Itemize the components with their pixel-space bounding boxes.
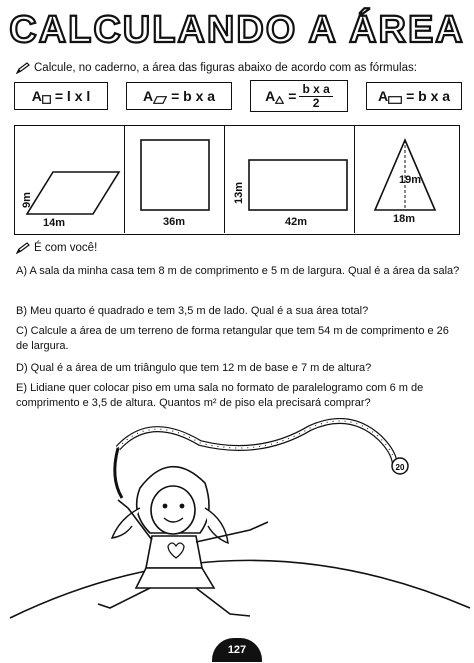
formula-rectangle: A = b x a bbox=[366, 82, 462, 110]
formula-parallelogram: A = b x a bbox=[126, 82, 232, 110]
girl-measuring-tape-illustration bbox=[0, 418, 474, 638]
parallelogram-height-label: 9m bbox=[21, 192, 33, 208]
question-a: A) A sala da minha casa tem 8 m de comprimento e 5 m de largura. Qual é a área da sala? bbox=[16, 265, 460, 277]
figure-square bbox=[125, 126, 225, 233]
rectangle-height-label: 13m bbox=[233, 181, 245, 204]
parallelogram-icon bbox=[153, 96, 167, 104]
formula-square-expr: = l x l bbox=[54, 88, 91, 104]
instruction-line bbox=[16, 62, 417, 74]
formula-triangle: A = $\frac{\text{b x a}}{2}$ bbox=[250, 80, 348, 112]
formula-rectangle-expr: = b x a bbox=[406, 88, 451, 104]
question-e: E) Lidiane quer colocar piso em uma sala no formato de paralelogramo com 6 m de comprimento e 3,5 de altura. Quantos m² de piso ela precisará comprar? bbox=[16, 382, 424, 409]
title-banner bbox=[0, 4, 474, 54]
triangle-icon bbox=[275, 96, 284, 104]
figure-parallelogram bbox=[15, 126, 125, 233]
figure-rectangle bbox=[225, 126, 355, 233]
section-heading bbox=[16, 242, 97, 254]
rectangle-icon bbox=[388, 96, 402, 104]
square-icon bbox=[42, 95, 51, 104]
question-d: D) Qual é a área de um triângulo que tem 12 m de base e 7 m de altura? bbox=[16, 362, 372, 374]
formula-triangle-fraction: $\frac{\text{b x a}}{2}$ bbox=[299, 83, 332, 110]
formula-parallelogram-expr: = b x a bbox=[171, 88, 216, 104]
square-base-label: 36m bbox=[163, 216, 186, 228]
parallelogram-base-label: 14m bbox=[43, 217, 66, 229]
girl-illustration bbox=[0, 418, 474, 638]
title-graphic bbox=[0, 4, 474, 54]
ground-line bbox=[10, 560, 470, 618]
parallelogram-figure bbox=[15, 126, 125, 233]
section-heading-text: É com você! bbox=[34, 242, 98, 254]
triangle-height-label: 19m bbox=[399, 174, 422, 186]
formula-square: A = l x l bbox=[14, 82, 108, 110]
tape-mark-label: 20 bbox=[395, 463, 405, 472]
rectangle-base-label: 42m bbox=[285, 216, 308, 228]
page-number: 127 bbox=[227, 644, 247, 656]
figures-panel bbox=[14, 125, 460, 235]
question-c: C) Calcule a área de um terreno de forma retangular que tem 54 m de comprimento e 26 de largura. bbox=[16, 325, 449, 352]
pencil-icon bbox=[16, 242, 30, 254]
pencil-icon bbox=[16, 62, 30, 74]
triangle-base-label: 18m bbox=[393, 213, 416, 225]
formula-row bbox=[14, 82, 460, 118]
page-number-tab bbox=[212, 638, 262, 662]
figure-triangle bbox=[355, 126, 458, 233]
instruction-text: Calcule, no caderno, a área das figuras abaixo de acordo com as fórmulas: bbox=[34, 62, 417, 74]
question-b: B) Meu quarto é quadrado e tem 3,5 m de lado. Qual é a sua área total? bbox=[16, 305, 369, 317]
page-title: CALCULANDO A ÁREA bbox=[9, 9, 465, 51]
